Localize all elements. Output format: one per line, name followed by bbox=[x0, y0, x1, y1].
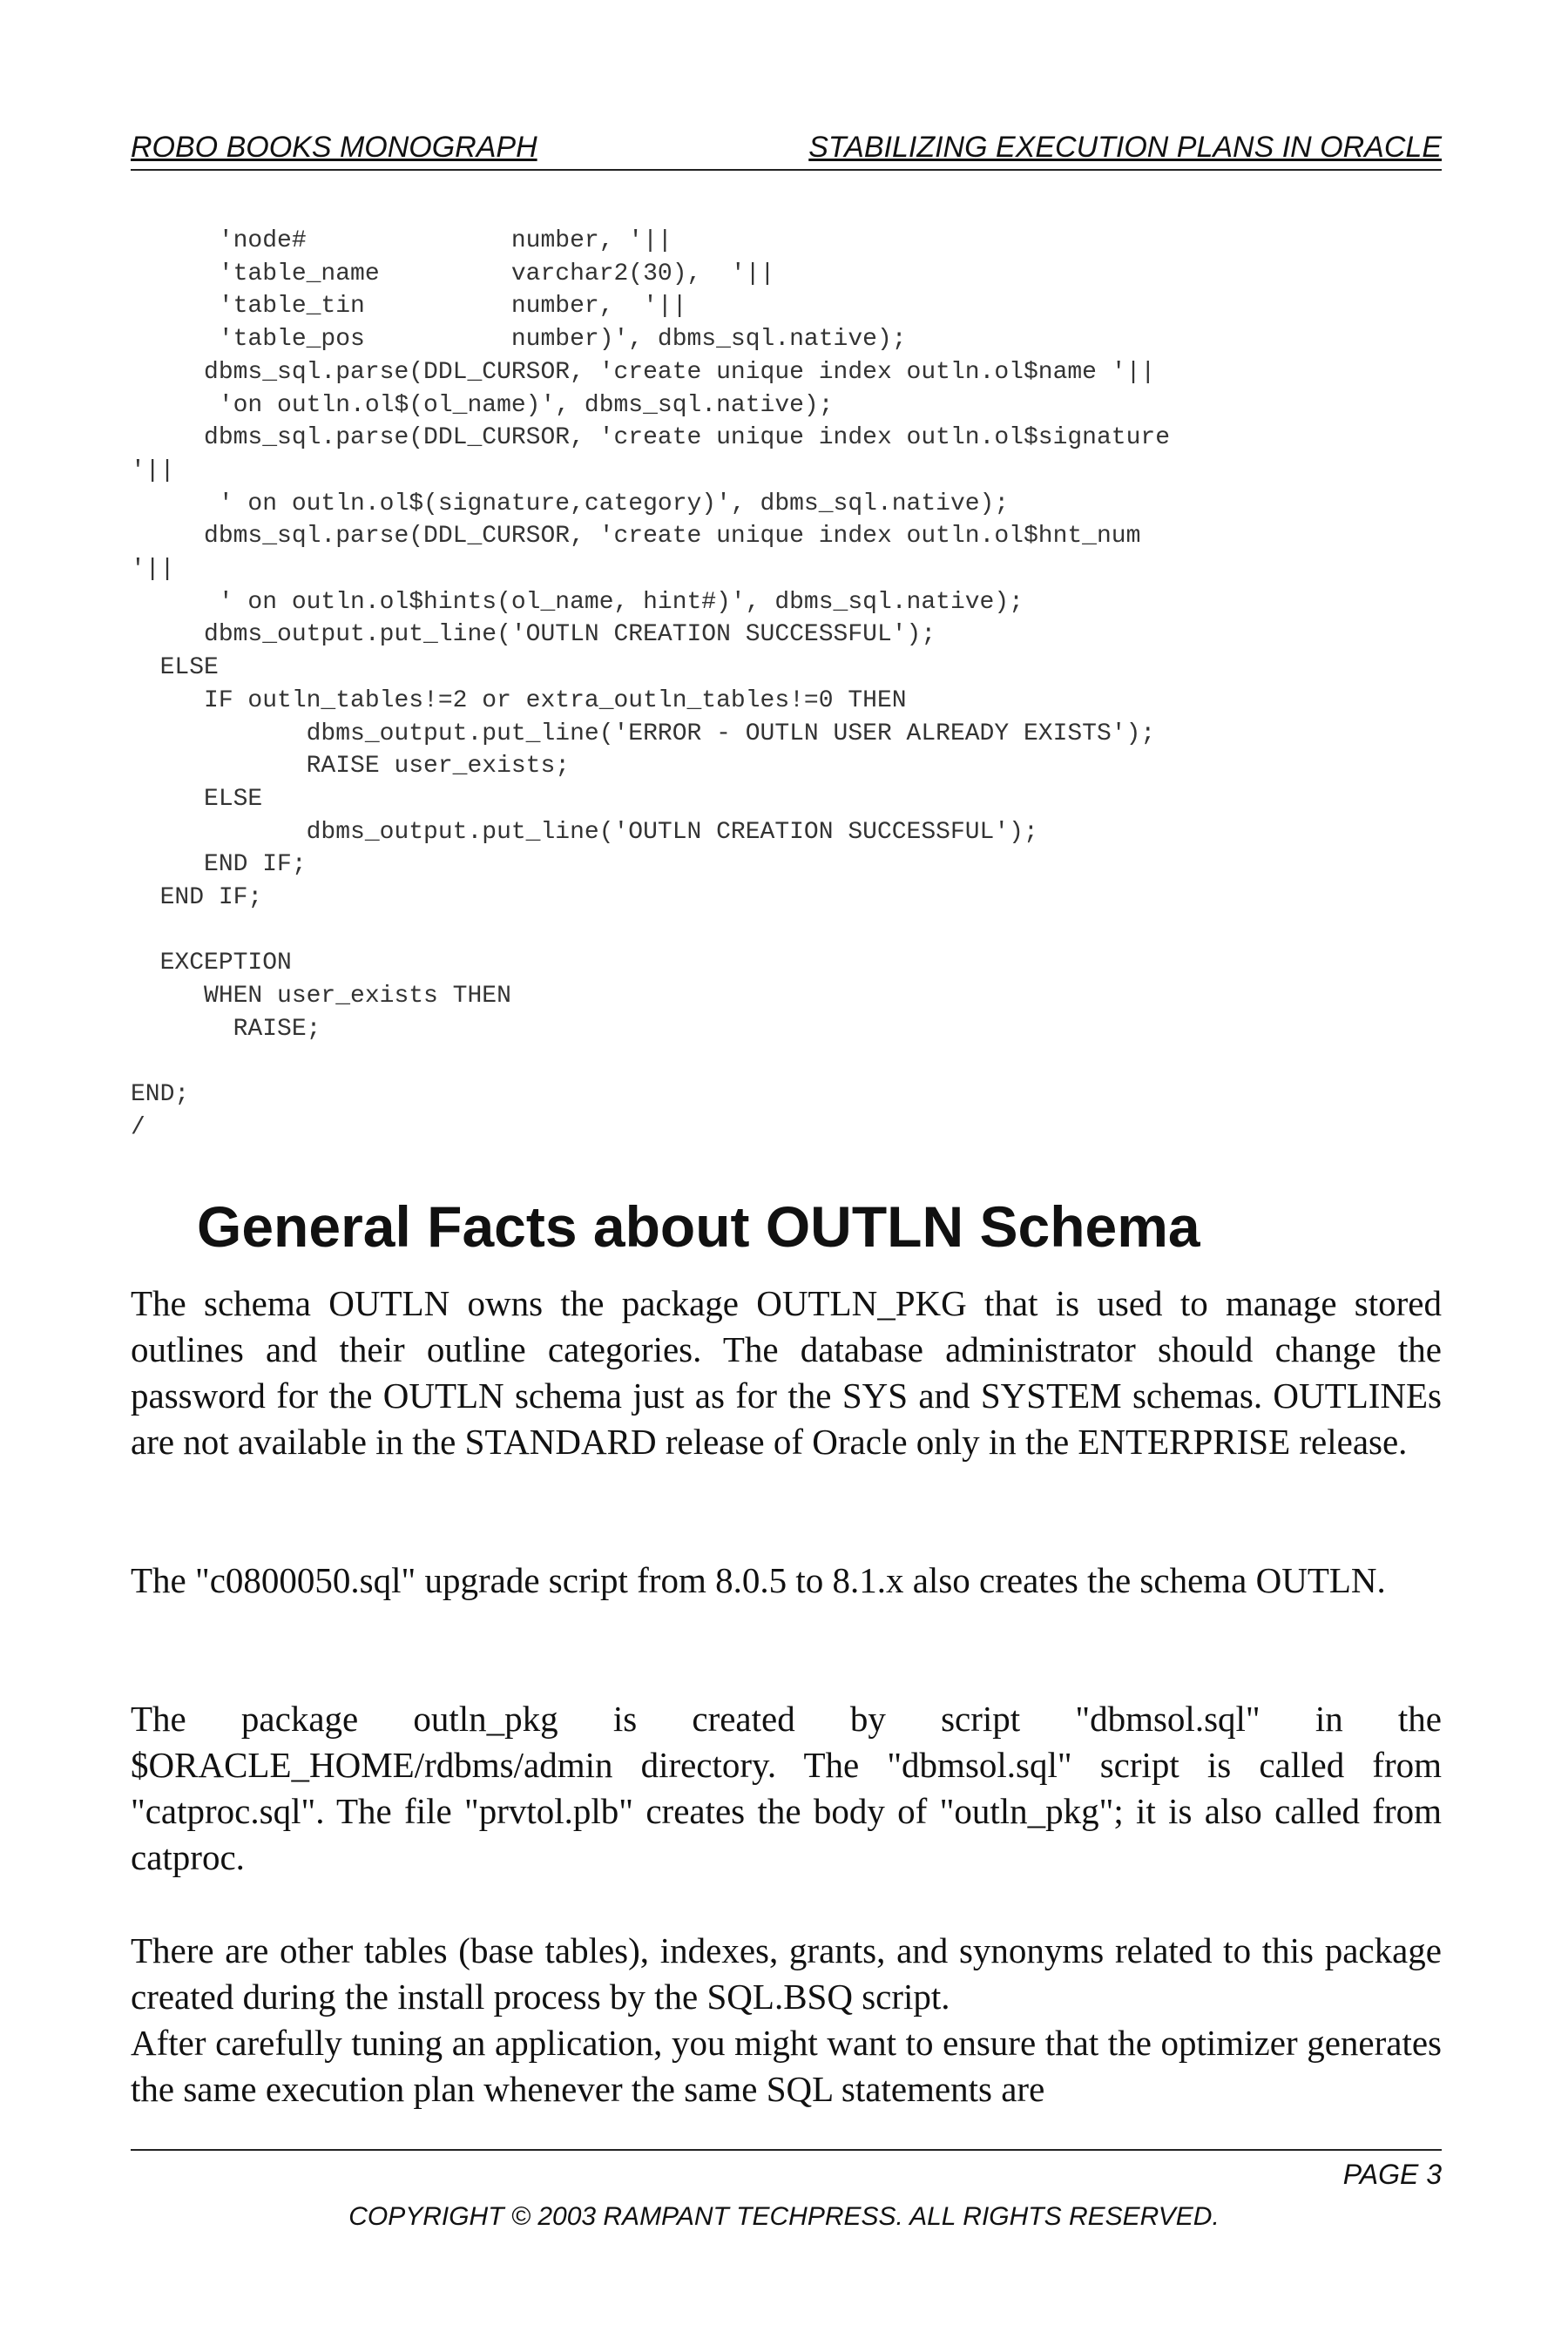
paragraph-tuning: After carefully tuning an application, you might want to ensure that the optimizer generates the same execution plan whenever the same SQL statements are bbox=[131, 2023, 1442, 2109]
copyright-notice: COPYRIGHT © 2003 RAMPANT TECHPRESS. ALL RIGHTS RESERVED. bbox=[348, 2202, 1220, 2231]
page-number: PAGE 3 bbox=[1342, 2159, 1442, 2190]
paragraph-base-tables: There are other tables (base tables), indexes, grants, and synonyms related to this package created during the install process by the SQL.BSQ script. bbox=[131, 1930, 1442, 2017]
code-listing: 'node# number, '|| 'table_name varchar2(30), '|| 'table_tin number, '|| 'table_pos number)', dbms_sql.native); dbms_sql.parse(DDL_CURSOR, 'create unique index outln.ol$name '|| 'on outln.ol$(ol_name)', dbms_sql.native); dbms_sql.parse(DDL_CURSOR, 'create unique index outln.ol$signature '|| ' on outln.ol$(signature,category)', dbms_sql.native); dbms_sql.parse(DDL_CURSOR, 'create unique index outln.ol$hnt_num '|| ' on outln.ol$hints(ol_name, hint#)', dbms_sql.native); dbms_output.put_line('OUTLN CREATION SUCCESSFUL'); ELSE IF outln_tables!=2 or extra_outln_tables!=0 THEN dbms_output.put_line('ERROR - OUTLN USER ALREADY EXISTS'); RAISE user_exists; ELSE dbms_output.put_line('OUTLN CREATION SUCCESSFUL'); END IF; END IF; EXCEPTION WHEN user_exists THEN RAISE; END; / bbox=[131, 227, 1170, 1141]
paragraph-upgrade-script: The "c0800050.sql" upgrade script from 8.0.5 to 8.1.x also creates the schema OUTLN. bbox=[131, 1560, 1386, 1600]
paragraph-package-creation: The package outln_pkg is created by script "dbmsol.sql" in the $ORACLE_HOME/rdbms/admin directory. The "dbmsol.sql" script is called from "catproc.sql". The file "prvtol.plb" creates the body of "outln_pkg"; it is also called from catproc. bbox=[131, 1699, 1442, 1877]
footer-divider bbox=[131, 2149, 1442, 2151]
paragraph-outln-owner: The schema OUTLN owns the package OUTLN_PKG that is used to manage stored outlines and their outline categories. The database administrator should change the password for the OUTLN schema just as for the SYS and SYSTEM schemas. OUTLINEs are not available in the STANDARD release of Oracle only in the ENTERPRISE release. bbox=[131, 1283, 1442, 1462]
header-divider bbox=[131, 169, 1442, 171]
section-title: General Facts about OUTLN Schema bbox=[197, 1194, 1200, 1259]
running-header-right: STABILIZING EXECUTION PLANS IN ORACLE bbox=[808, 131, 1442, 164]
running-header-left: ROBO BOOKS MONOGRAPH bbox=[131, 131, 537, 164]
